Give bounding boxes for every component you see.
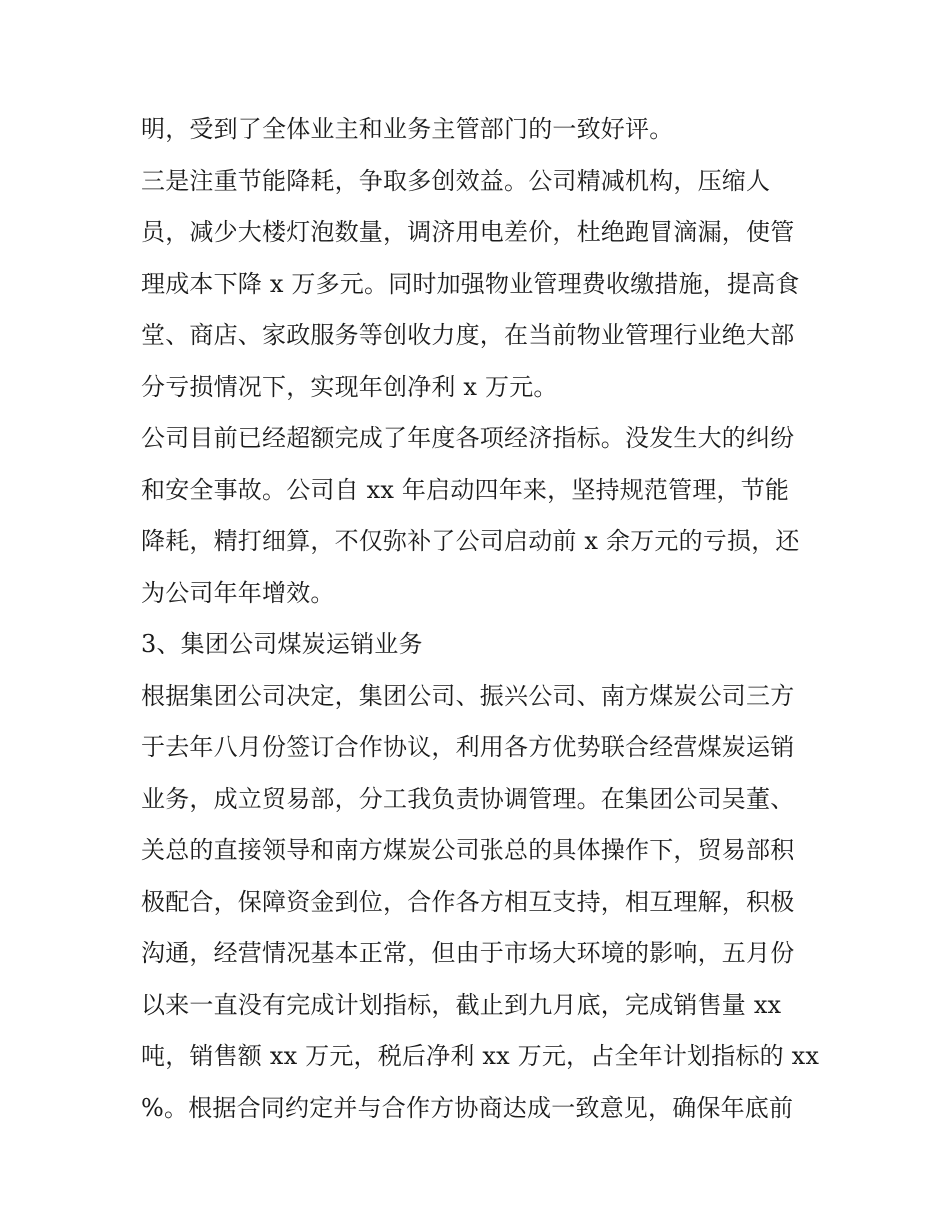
text-line: 明，受到了全体业主和业务主管部门的一致好评。: [141, 115, 674, 143]
document-body: [141, 104, 821, 1134]
text-line: 三是注重节能降耗，争取多创效益。公司精减机构，压缩人: [141, 166, 771, 195]
text-line: 为公司年年增效。: [141, 578, 335, 607]
text-line: 关总的直接领导和南方煤炭公司张总的具体操作下，贸易部积: [141, 836, 795, 864]
text-line: 于去年八月份签订合作协议，利用各方优势联合经营煤炭运销: [141, 733, 795, 761]
text-line: 和安全事故。公司自 xx 年启动四年来，坚持规范管理，节能: [141, 475, 790, 504]
text-line: 理成本下降 x 万多元。同时加强物业管理费收缴措施，提高食: [141, 269, 800, 298]
text-line: 员，减少大楼灯泡数量，调济用电差价，杜绝跑冒滴漏，使管: [141, 218, 795, 246]
text-line: 极配合，保障资金到位，合作各方相互支持，相互理解，积极: [141, 887, 795, 916]
text-line: 以来一直没有完成计划指标，截止到九月底，完成销售量 xx: [141, 990, 782, 1019]
text-line: 降耗，精打细算，不仅弥补了公司启动前 x 余万元的亏损，还: [141, 527, 800, 555]
text-line: %。根据合同约定并与合作方协商达成一致意见，确保年底前: [141, 1093, 794, 1122]
text-line: 业务，成立贸易部，分工我负责协调管理。在集团公司吴董、: [141, 784, 795, 813]
text-line: 沟通，经营情况基本正常，但由于市场大环境的影响，五月份: [141, 939, 795, 967]
text-line: 堂、商店、家政服务等创收力度，在当前物业管理行业绝大部: [141, 321, 795, 349]
text-line: 根据集团公司决定，集团公司、振兴公司、南方煤炭公司三方: [141, 681, 795, 710]
text-line: 吨，销售额 xx 万元，税后净利 xx 万元，占全年计划指标的 xx: [141, 1042, 820, 1070]
section-heading: 3、集团公司煤炭运销业务: [141, 630, 423, 658]
text-line: 分亏损情况下，实现年创净利 x 万元。: [141, 372, 558, 401]
text-line: 公司目前已经超额完成了年度各项经济指标。没发生大的纠纷: [141, 424, 795, 452]
